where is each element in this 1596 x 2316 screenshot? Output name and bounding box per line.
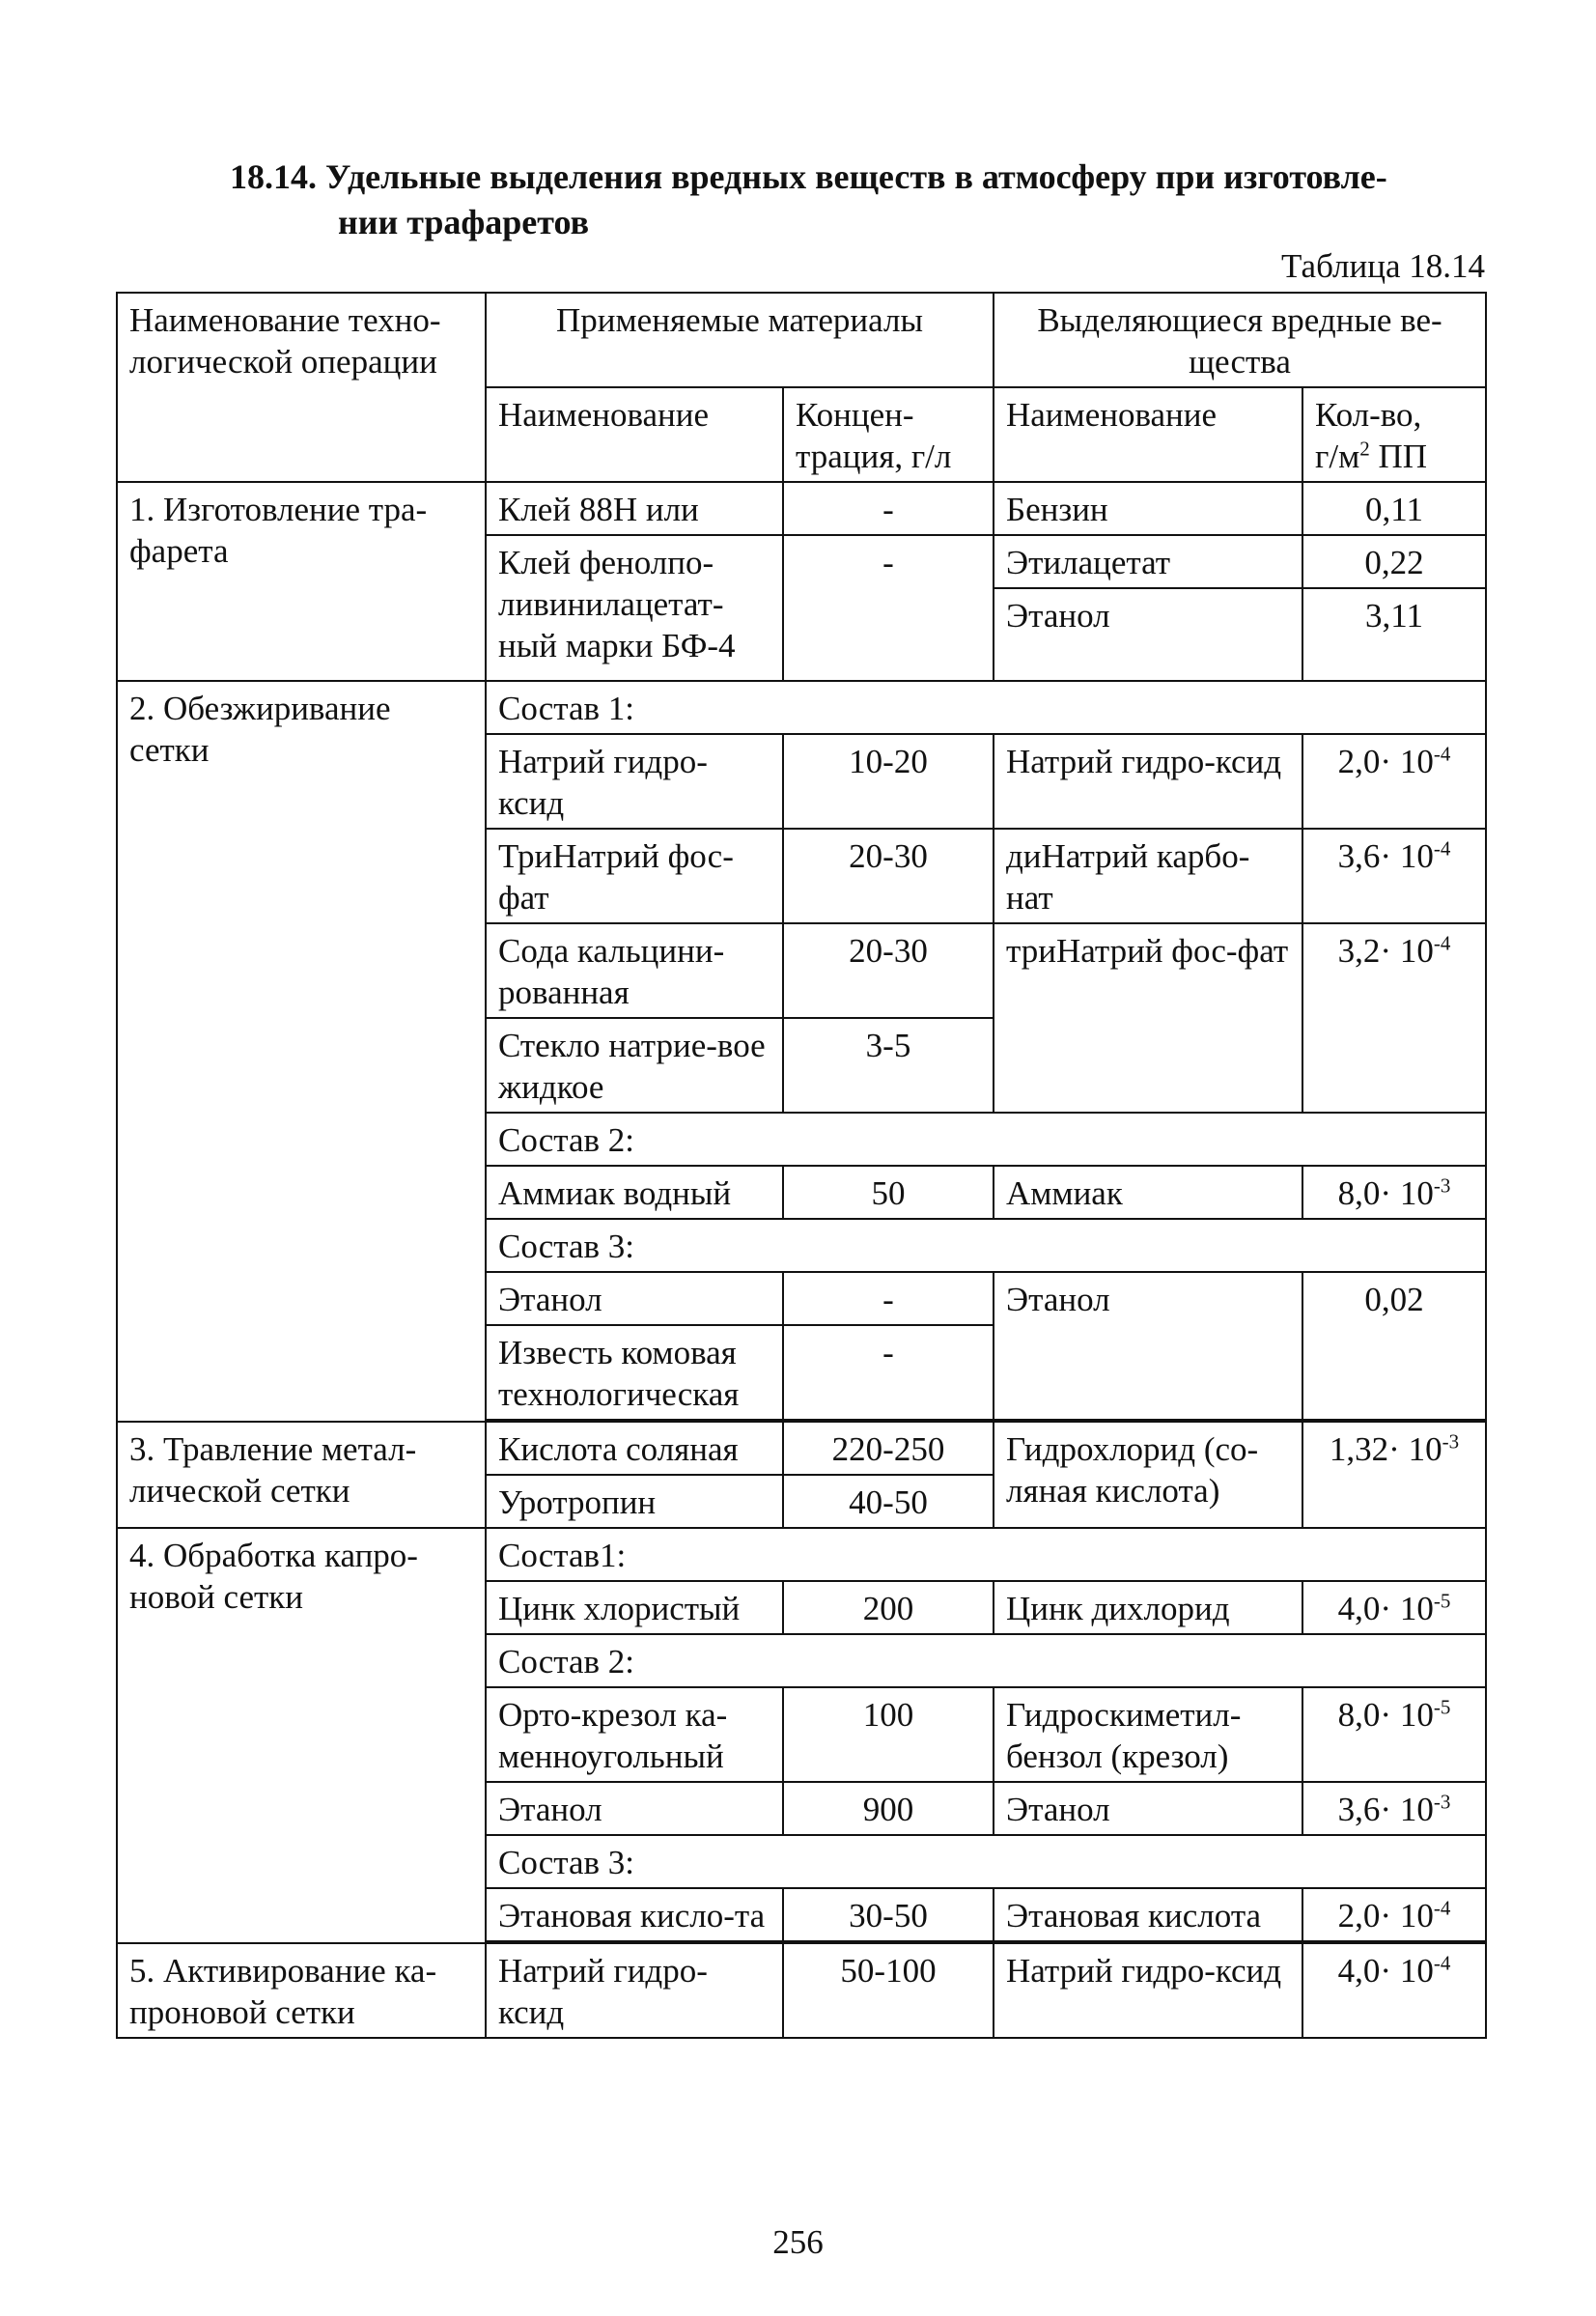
table-row xyxy=(117,482,1486,535)
material-cell: Этанол xyxy=(486,1782,783,1835)
concentration-cell: 30-50 xyxy=(783,1888,994,1941)
concentration-cell: - xyxy=(783,1325,994,1420)
concentration-cell: 3-5 xyxy=(783,1018,994,1113)
composition-label: Состав1: xyxy=(486,1528,1486,1581)
concentration-cell: 20-30 xyxy=(783,829,994,923)
concentration-cell: 50-100 xyxy=(783,1943,994,2038)
emission-cell: Этанол xyxy=(994,1272,1302,1420)
material-cell: Цинк хлористый xyxy=(486,1581,783,1634)
emission-cell: Натрий гидро-ксид xyxy=(994,734,1302,829)
table-header-row xyxy=(117,293,1486,387)
emission-cell: Гидрохлорид (со-ляная кислота) xyxy=(994,1422,1302,1528)
table-row xyxy=(117,681,1486,734)
section-heading xyxy=(230,155,1485,245)
material-cell: Натрий гидро-ксид xyxy=(486,1943,783,2038)
operation-cell: 4. Обработка капро-новой сетки xyxy=(117,1528,486,1943)
operation-cell: 5. Активирование ка-проновой сетки xyxy=(117,1943,486,2038)
material-cell: Кислота соляная xyxy=(486,1422,783,1475)
material-cell: Уротропин xyxy=(486,1475,783,1528)
quantity-cell: 0,22 xyxy=(1302,535,1486,588)
material-cell: ТриНатрий фос-фат xyxy=(486,829,783,923)
quantity-cell: 0,02 xyxy=(1302,1272,1486,1420)
material-cell: Аммиак водный xyxy=(486,1166,783,1219)
material-cell: Натрий гидро-ксид xyxy=(486,734,783,829)
page-number: 256 xyxy=(772,2223,824,2261)
header-emissions: Выделяющиеся вредные ве-щества xyxy=(994,293,1486,387)
quantity-cell: $3,6\cdot 10^{-4}$ xyxy=(1302,829,1486,923)
emission-cell: Цинк дихлорид xyxy=(994,1581,1302,1634)
composition-label: Состав 3: xyxy=(486,1835,1486,1888)
concentration-cell: 10-20 xyxy=(783,734,994,829)
emissions-table xyxy=(116,292,1487,2039)
emission-cell: Этанол xyxy=(994,588,1302,681)
concentration-cell: 40-50 xyxy=(783,1475,994,1528)
quantity-cell: 3,11 xyxy=(1302,588,1486,681)
header-material-name: Наименование xyxy=(486,387,783,482)
concentration-cell: - xyxy=(783,1272,994,1325)
material-cell: Стекло натрие-вое жидкое xyxy=(486,1018,783,1113)
header-quantity: Кол-во, $г/м^2$ ПП xyxy=(1302,387,1486,482)
header-operation: Наименование техно-логической операции xyxy=(117,293,486,482)
composition-label: Состав 1: xyxy=(486,681,1486,734)
material-cell: Известь комовая технологическая xyxy=(486,1325,783,1420)
emission-cell: Аммиак xyxy=(994,1166,1302,1219)
composition-label: Состав 3: xyxy=(486,1219,1486,1272)
table-row xyxy=(117,1422,1486,1475)
concentration-cell: 220-250 xyxy=(783,1422,994,1475)
heading-line-2: нии трафаретов xyxy=(338,203,590,241)
quantity-cell: $2,0\cdot 10^{-4}$ xyxy=(1302,1888,1486,1941)
heading-line-1: 18.14. Удельные выделения вредных веществ в атмосферу при изготовле- xyxy=(230,157,1387,196)
material-cell: Этановая кисло-та xyxy=(486,1888,783,1941)
quantity-cell: $4,0\cdot 10^{-5}$ xyxy=(1302,1581,1486,1634)
material-cell: Клей фенолпо-ливинилацетат-ный марки БФ-4 xyxy=(486,535,783,681)
quantity-cell: $3,2\cdot 10^{-4}$ xyxy=(1302,923,1486,1113)
quantity-cell: $8,0\cdot 10^{-5}$ xyxy=(1302,1687,1486,1782)
table-row xyxy=(117,1943,1486,2038)
emission-cell: Этановая кислота xyxy=(994,1888,1302,1941)
quantity-cell: $8,0\cdot 10^{-3}$ xyxy=(1302,1166,1486,1219)
concentration-cell: 20-30 xyxy=(783,923,994,1018)
quantity-cell: $4,0\cdot 10^{-4}$ xyxy=(1302,1943,1486,2038)
operation-cell: 1. Изготовление тра-фарета xyxy=(117,482,486,681)
emission-cell: диНатрий карбо-нат xyxy=(994,829,1302,923)
material-cell: Орто-крезол ка-менноугольный xyxy=(486,1687,783,1782)
concentration-cell: - xyxy=(783,535,994,681)
emission-cell: триНатрий фос-фат xyxy=(994,923,1302,1113)
header-materials: Применяемые материалы xyxy=(486,293,994,387)
operation-cell: 3. Травление метал-лической сетки xyxy=(117,1422,486,1528)
concentration-cell: - xyxy=(783,482,994,535)
concentration-cell: 50 xyxy=(783,1166,994,1219)
table-row xyxy=(117,1528,1486,1581)
operation-cell: 2. Обезжиривание сетки xyxy=(117,681,486,1422)
quantity-cell: $2,0\cdot 10^{-4}$ xyxy=(1302,734,1486,829)
emission-cell: Гидроскиметил-бензол (крезол) xyxy=(994,1687,1302,1782)
emission-cell: Этилацетат xyxy=(994,535,1302,588)
concentration-cell: 100 xyxy=(783,1687,994,1782)
concentration-cell: 200 xyxy=(783,1581,994,1634)
header-concentration: Концен-трация, г/л xyxy=(783,387,994,482)
composition-label: Состав 2: xyxy=(486,1113,1486,1166)
composition-label: Состав 2: xyxy=(486,1634,1486,1687)
header-emission-name: Наименование xyxy=(994,387,1302,482)
emission-cell: Натрий гидро-ксид xyxy=(994,1943,1302,2038)
material-cell: Клей 88Н или xyxy=(486,482,783,535)
material-cell: Сода кальцини-рованная xyxy=(486,923,783,1018)
quantity-cell: 0,11 xyxy=(1302,482,1486,535)
emission-cell: Этанол xyxy=(994,1782,1302,1835)
table-caption: Таблица 18.14 xyxy=(1281,247,1485,285)
material-cell: Этанол xyxy=(486,1272,783,1325)
quantity-cell: $1,32\cdot 10^{-3}$ xyxy=(1302,1422,1486,1528)
emission-cell: Бензин xyxy=(994,482,1302,535)
concentration-cell: 900 xyxy=(783,1782,994,1835)
quantity-cell: $3,6\cdot 10^{-3}$ xyxy=(1302,1782,1486,1835)
